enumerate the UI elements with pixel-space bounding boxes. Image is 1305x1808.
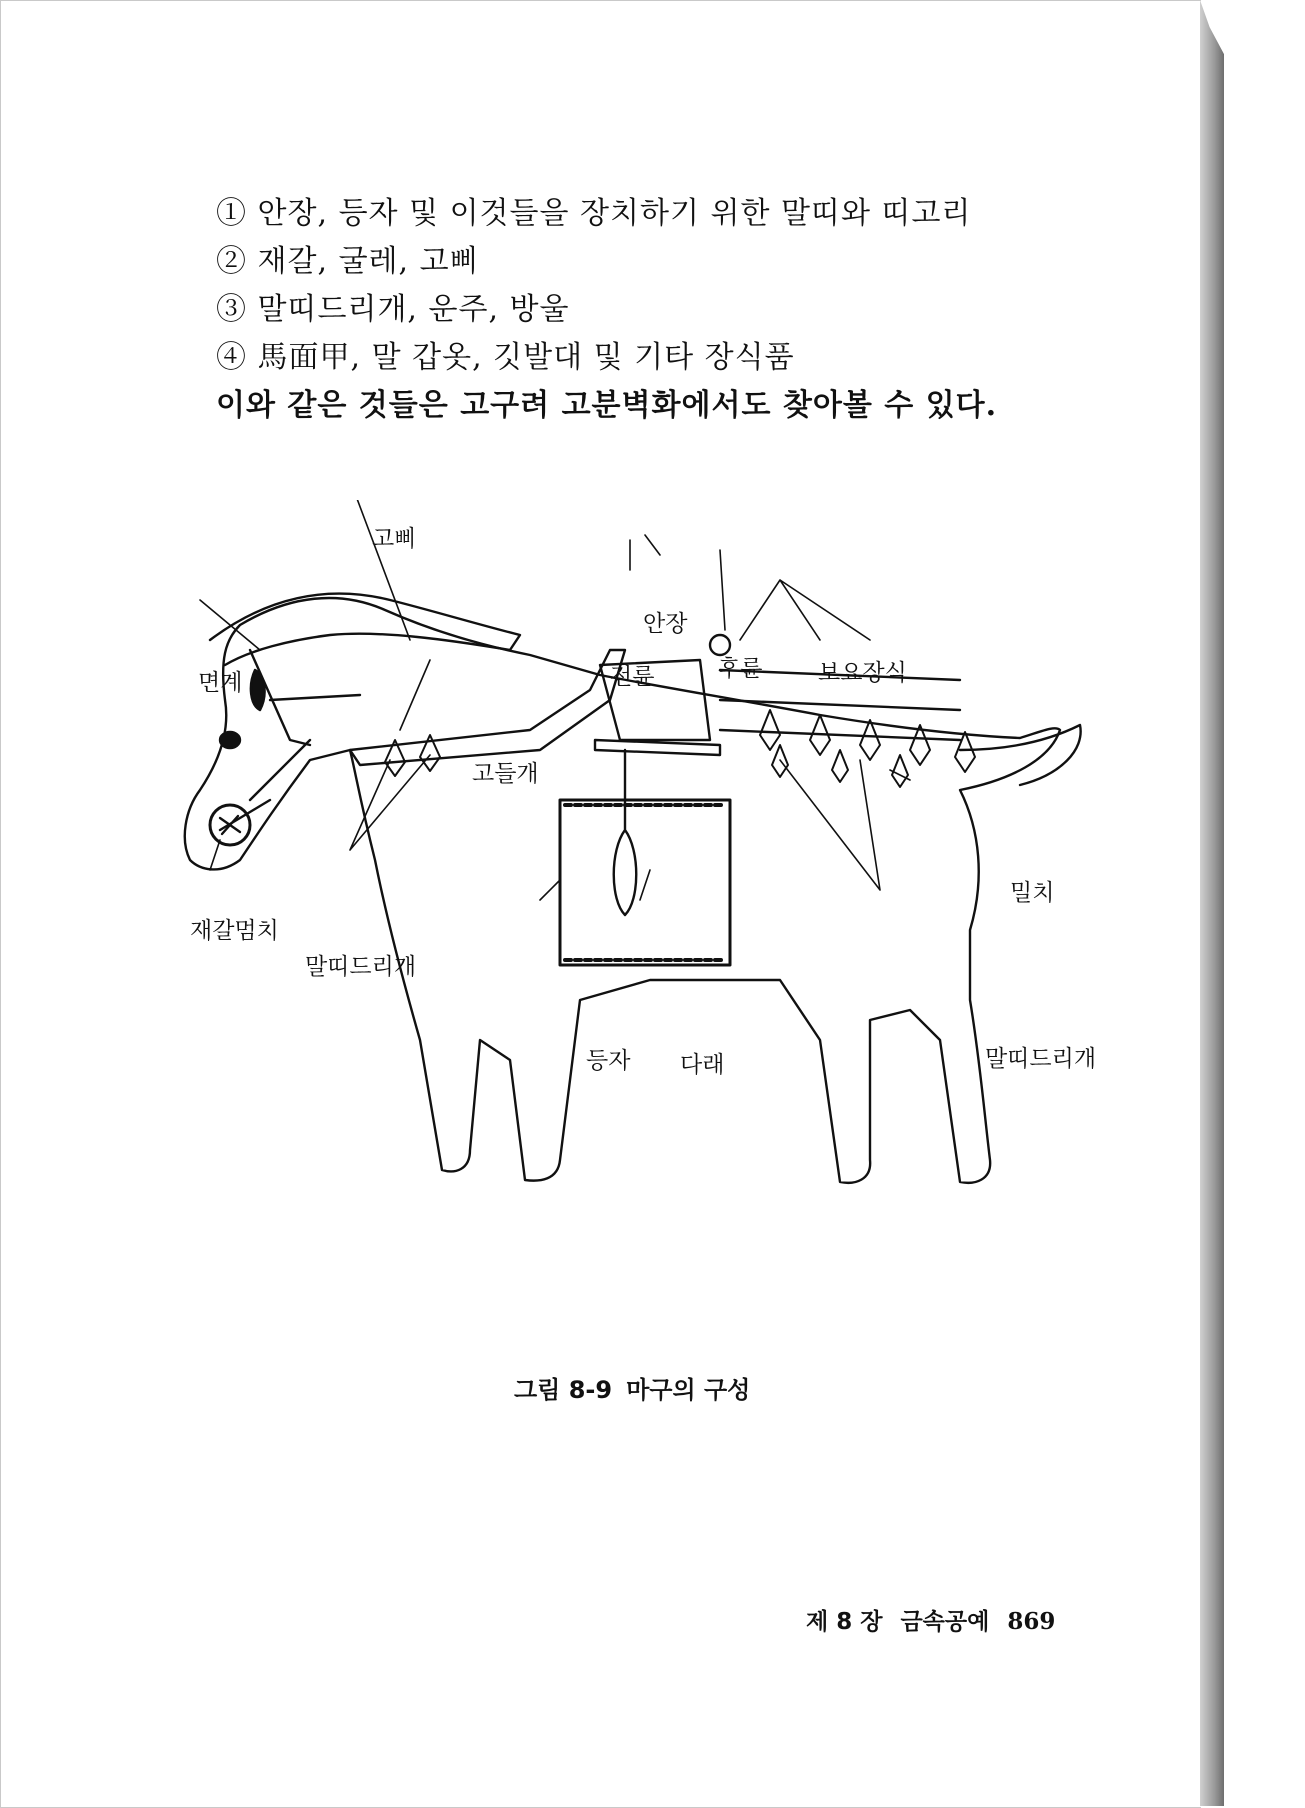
list-item-4: ④ 馬面甲, 말 갑옷, 깃발대 및 기타 장식품 bbox=[216, 340, 795, 375]
label-jeonryun: 전륜 bbox=[610, 664, 655, 690]
label-miltchi: 밀치 bbox=[1010, 880, 1055, 906]
figure-number: 그림 8-9 bbox=[514, 1376, 613, 1404]
page-footer bbox=[806, 1603, 1073, 1636]
leader-lines bbox=[200, 500, 910, 900]
label-godeulgae: 고들개 bbox=[472, 761, 539, 787]
horse-nostril bbox=[220, 732, 240, 748]
label-boyo: 보요장식 bbox=[818, 660, 907, 686]
list-item-1: ① 안장, 등자 및 이것들을 장치하기 위한 말띠와 띠고리 bbox=[216, 196, 972, 231]
section-label: 금속공예 bbox=[900, 1609, 990, 1635]
list-item-3: ③ 말띠드리개, 운주, 방울 bbox=[216, 292, 570, 327]
page-edge bbox=[1200, 0, 1224, 1806]
list-item-2: ② 재갈, 굴레, 고삐 bbox=[216, 244, 480, 279]
body-text bbox=[216, 190, 997, 430]
label-jaegal: 재갈멈치 bbox=[190, 918, 279, 944]
label-anjang: 안장 bbox=[643, 611, 688, 637]
chapter-label: 제 8 장 bbox=[806, 1609, 883, 1635]
label-darae: 다래 bbox=[680, 1052, 725, 1078]
figure-title: 마구의 구성 bbox=[626, 1376, 751, 1404]
summary-sentence: 이와 같은 것들은 고구려 고분벽화에서도 찾아볼 수 있다. bbox=[216, 388, 998, 423]
stirrup bbox=[614, 750, 637, 915]
label-huryun: 후륜 bbox=[718, 656, 763, 682]
page-number: 869 bbox=[1007, 1608, 1056, 1635]
background-margin bbox=[1224, 0, 1305, 1806]
label-deungja: 등자 bbox=[586, 1048, 631, 1074]
horse-mane bbox=[210, 593, 520, 665]
label-maltti-right: 말띠드리개 bbox=[985, 1046, 1097, 1072]
label-gobbi: 고삐 bbox=[372, 526, 417, 552]
label-myeongye: 면계 bbox=[198, 670, 243, 696]
figure-caption bbox=[514, 1370, 764, 1405]
label-maltti-left: 말띠드리개 bbox=[305, 954, 417, 980]
horse-tail bbox=[960, 725, 1081, 785]
